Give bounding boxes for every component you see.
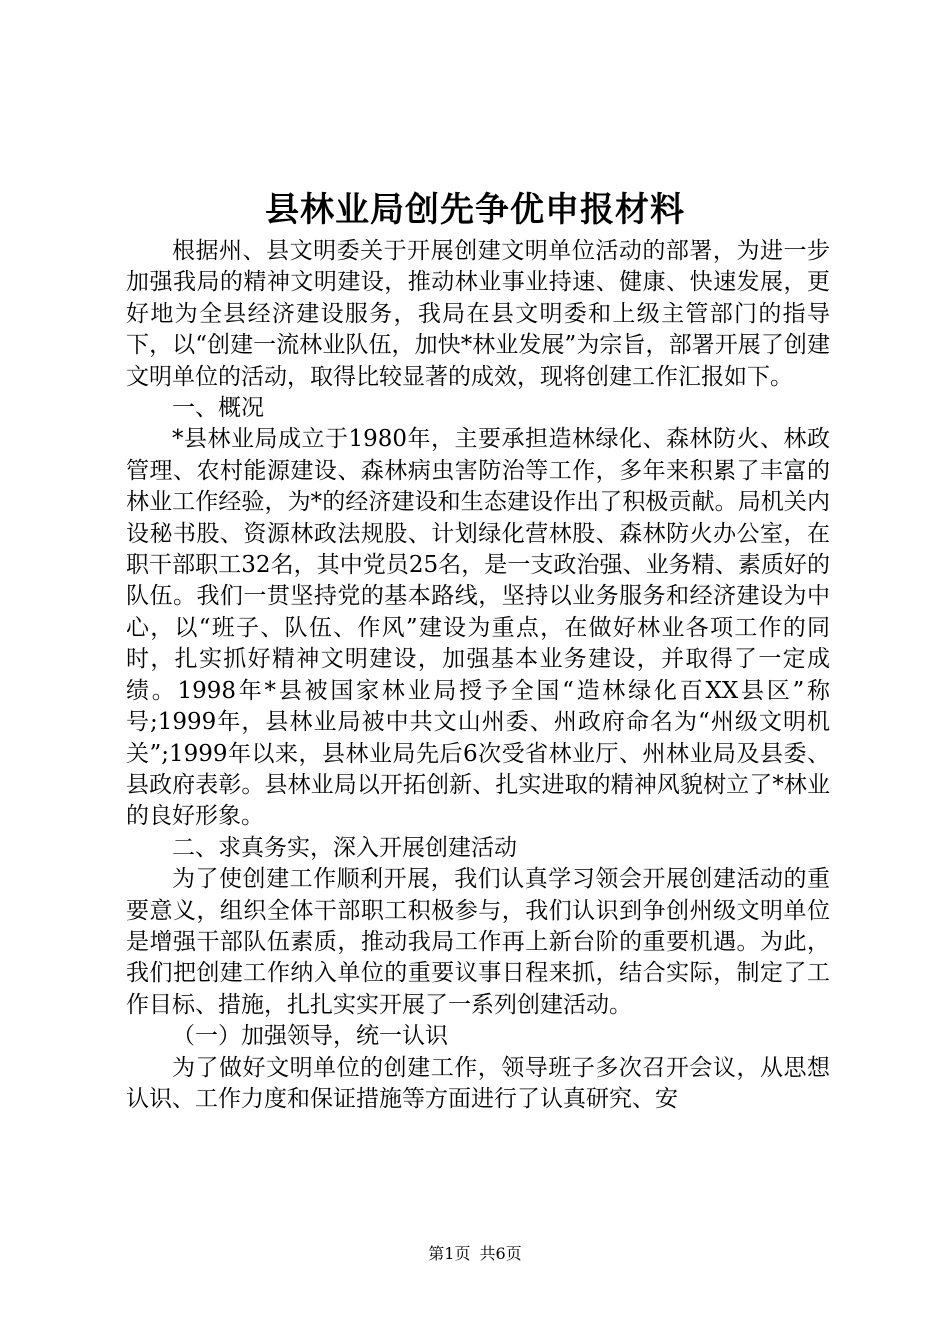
paragraph-section-two: 为了使创建工作顺利开展，我们认真学习领会开展创建活动的重要意义，组织全体干部职工积极参与，我们认识到争创州级文明单位是增强干部队伍素质，推动我局工作再上新台阶的重要机遇。为此，我们把创建工作纳入单位的重要议事日程来抓，结合实际，制定了工作目标、措施，扎扎实实开展了一系列创建活动。 xyxy=(126,866,830,1018)
document-title: 县林业局创先争优申报材料 xyxy=(265,190,685,230)
heading-subsection-one: （一）加强领导，统一认识 xyxy=(172,1023,448,1050)
heading-overview: 一、概况 xyxy=(172,395,264,422)
paragraph-subsection-one: 为了做好文明单位的创建工作，领导班子多次召开会议，从思想认识、工作力度和保证措施等方面进行了认真研究、安 xyxy=(126,1054,830,1112)
heading-section-two: 二、求真务实，深入开展创建活动 xyxy=(172,834,517,861)
paragraph-intro: 根据州、县文明委关于开展创建文明单位活动的部署，为进一步加强我局的精神文明建设，推动林业事业持速、健康、快速发展，更好地为全县经济建设服务，我局在县文明委和上级主管部门的指导下，以“创建一流林业队伍，加快*林业发展”为宗旨，部署开展了创建文明单位的活动，取得比较显著的成效，现将创建工作汇报如下。 xyxy=(126,238,830,390)
page-number: 第1页 xyxy=(428,1244,471,1263)
page-total: 共6页 xyxy=(479,1244,522,1263)
paragraph-overview: *县林业局成立于1980年，主要承担造林绿化、森林防火、林政管理、农村能源建设、森林病虫害防治等工作，多年来积累了丰富的林业工作经验，为*的经济建设和生态建设作出了积极贡献。局机关内设秘书股、资源林政法规股、计划绿化营林股、森林防火办公室，在职干部职工32名，其中党员25名，是一支政治强、业务精、素质好的队伍。我们一贯坚持党的基本路线，坚持以业务服务和经济建设为中心，以“班子、队伍、作风”建设为重点，在做好林业各项工作的同时，扎实抓好精神文明建设，加强基本业务建设，并取得了一定成绩。1998年*县被国家林业局授予全国“造林绿化百XX县区”称号;1999年，县林业局被中共文山州委、州政府命名为“州级文明机关”;1999年以来，县林业局先后6次受省林业厅、州林业局及县委、县政府表彰。县林业局以开拓创新、扎实进取的精神风貌树立了*林业的良好形象。 xyxy=(126,426,830,830)
document-body xyxy=(126,236,830,1115)
page-footer xyxy=(0,1243,950,1265)
